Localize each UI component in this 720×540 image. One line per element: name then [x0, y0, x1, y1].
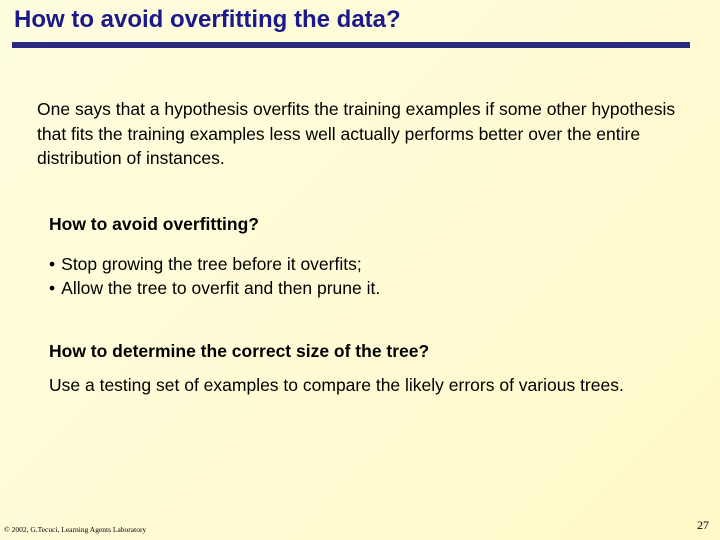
question-tree-size: How to determine the correct size of the tree?: [49, 341, 430, 361]
page-number: 27: [697, 518, 709, 532]
bullet-icon: •: [49, 254, 56, 274]
bullet-icon: •: [49, 278, 56, 298]
title-underline: [12, 42, 690, 48]
bullet-text: Allow the tree to overfit and then prune it.: [61, 278, 381, 298]
slide-title: How to avoid overfitting the data?: [14, 6, 401, 33]
answer-text: Use a testing set of examples to compare the likely errors of various trees.: [49, 375, 624, 395]
bullet-text: Stop growing the tree before it overfits;: [61, 254, 362, 274]
question-avoid-overfitting: How to avoid overfitting?: [49, 214, 259, 234]
bullet-list: [49, 252, 380, 300]
list-item: [49, 252, 380, 276]
copyright-footer: © 2002, G.Tecuci, Learning Agents Laboratory: [4, 525, 147, 534]
definition-paragraph: One says that a hypothesis overfits the training examples if some other hypothesis that fits the training examples less well actually performs better over the entire distribution of instances.: [37, 99, 676, 168]
list-item: [49, 276, 380, 300]
